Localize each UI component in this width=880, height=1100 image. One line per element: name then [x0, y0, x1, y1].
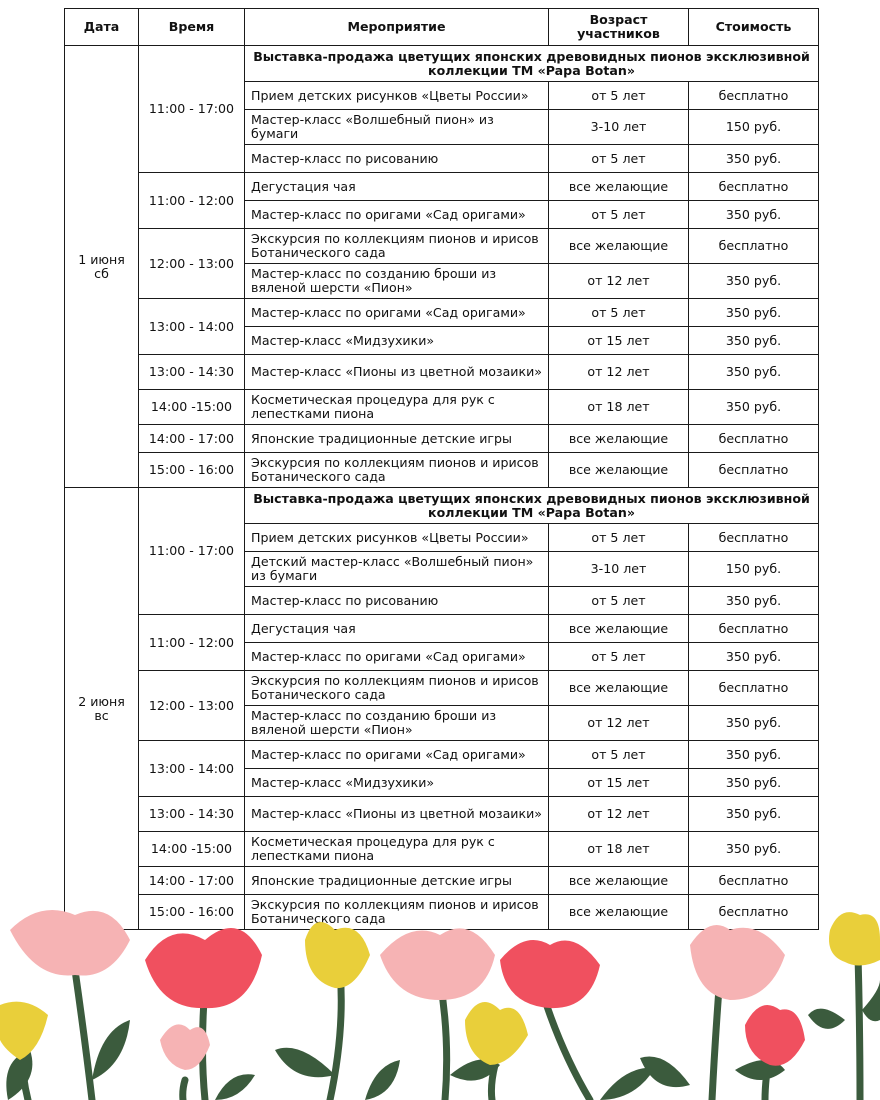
- age-cell: от 15 лет: [549, 769, 689, 797]
- time-cell: 13:00 - 14:30: [139, 797, 245, 832]
- cost-cell: 350 руб.: [689, 832, 819, 867]
- table-row: [65, 832, 819, 867]
- event-title: Мастер-класс по оригами «Сад оригами»: [245, 741, 549, 769]
- age-cell: все желающие: [549, 425, 689, 453]
- event-title: Мастер-класс «Волшебный пион» из бумаги: [245, 110, 549, 145]
- cost-cell: 350 руб.: [689, 706, 819, 741]
- schedule-table: [64, 8, 819, 930]
- schedule-body: [65, 46, 819, 930]
- age-cell: от 18 лет: [549, 390, 689, 425]
- event-title: Мастер-класс «Пионы из цветной мозаики»: [245, 355, 549, 390]
- event-title: Мастер-класс «Пионы из цветной мозаики»: [245, 797, 549, 832]
- age-cell: от 12 лет: [549, 355, 689, 390]
- event-title: Экскурсия по коллекциям пионов и ирисов Ботанического сада: [245, 895, 549, 930]
- age-cell: от 5 лет: [549, 524, 689, 552]
- age-cell: от 18 лет: [549, 832, 689, 867]
- time-cell: 15:00 - 16:00: [139, 453, 245, 488]
- header-cost: Стоимость: [689, 9, 819, 46]
- cost-cell: бесплатно: [689, 229, 819, 264]
- cost-cell: бесплатно: [689, 615, 819, 643]
- event-title: Мастер-класс по рисованию: [245, 587, 549, 615]
- header-row: [65, 9, 819, 46]
- table-row: [65, 453, 819, 488]
- table-row: [65, 867, 819, 895]
- event-title: Мастер-класс по созданию броши из вяленой шерсти «Пион»: [245, 706, 549, 741]
- time-cell: 14:00 - 17:00: [139, 867, 245, 895]
- age-cell: от 5 лет: [549, 741, 689, 769]
- table-row: [65, 425, 819, 453]
- age-cell: от 5 лет: [549, 587, 689, 615]
- age-cell: от 12 лет: [549, 706, 689, 741]
- age-cell: 3-10 лет: [549, 552, 689, 587]
- date-day: 2 июня: [78, 693, 125, 709]
- age-cell: от 15 лет: [549, 327, 689, 355]
- event-title: Косметическая процедура для рук с лепестками пиона: [245, 390, 549, 425]
- table-row: [65, 615, 819, 643]
- event-title: Косметическая процедура для рук с лепестками пиона: [245, 832, 549, 867]
- age-cell: все желающие: [549, 453, 689, 488]
- cost-cell: 150 руб.: [689, 552, 819, 587]
- cost-cell: бесплатно: [689, 82, 819, 110]
- header-age-line1: Возраст: [589, 12, 648, 27]
- event-title: Мастер-класс по оригами «Сад оригами»: [245, 299, 549, 327]
- exhibit-row: [65, 46, 819, 82]
- date-weekday: сб: [94, 265, 109, 281]
- time-cell: 13:00 - 14:30: [139, 355, 245, 390]
- age-cell: 3-10 лет: [549, 110, 689, 145]
- event-title: Мастер-класс по созданию броши из вяленой шерсти «Пион»: [245, 264, 549, 299]
- cost-cell: бесплатно: [689, 671, 819, 706]
- time-cell: 14:00 - 17:00: [139, 425, 245, 453]
- table-row: [65, 299, 819, 327]
- age-cell: все желающие: [549, 229, 689, 264]
- cost-cell: 350 руб.: [689, 390, 819, 425]
- event-title: Экскурсия по коллекциям пионов и ирисов Ботанического сада: [245, 229, 549, 264]
- event-title: Мастер-класс «Мидзухики»: [245, 327, 549, 355]
- cost-cell: 350 руб.: [689, 299, 819, 327]
- cost-cell: бесплатно: [689, 895, 819, 930]
- event-title: Мастер-класс «Мидзухики»: [245, 769, 549, 797]
- time-cell: 11:00 - 12:00: [139, 173, 245, 229]
- time-cell: 12:00 - 13:00: [139, 229, 245, 299]
- table-row: [65, 390, 819, 425]
- cost-cell: 350 руб.: [689, 643, 819, 671]
- header-event: Мероприятие: [245, 9, 549, 46]
- cost-cell: бесплатно: [689, 867, 819, 895]
- event-title: Прием детских рисунков «Цветы России»: [245, 524, 549, 552]
- event-title: Дегустация чая: [245, 615, 549, 643]
- table-row: [65, 671, 819, 706]
- date-day: 1 июня: [78, 251, 125, 267]
- time-cell: 11:00 - 12:00: [139, 615, 245, 671]
- age-cell: все желающие: [549, 867, 689, 895]
- event-title: Мастер-класс по рисованию: [245, 145, 549, 173]
- time-cell: 13:00 - 14:00: [139, 741, 245, 797]
- event-title: Мастер-класс по оригами «Сад оригами»: [245, 201, 549, 229]
- cost-cell: 150 руб.: [689, 110, 819, 145]
- exhibit-row: [65, 488, 819, 524]
- table-row: [65, 355, 819, 390]
- event-title: Экскурсия по коллекциям пионов и ирисов Ботанического сада: [245, 671, 549, 706]
- table-row: [65, 229, 819, 264]
- event-title: Японские традиционные детские игры: [245, 867, 549, 895]
- cost-cell: 350 руб.: [689, 145, 819, 173]
- table-row: [65, 797, 819, 832]
- time-cell: 11:00 - 17:00: [139, 488, 245, 615]
- cost-cell: бесплатно: [689, 453, 819, 488]
- age-cell: от 5 лет: [549, 201, 689, 229]
- header-age-line2: участников: [577, 26, 660, 41]
- age-cell: все желающие: [549, 671, 689, 706]
- cost-cell: 350 руб.: [689, 355, 819, 390]
- date-cell: [65, 46, 139, 488]
- event-title: Мастер-класс по оригами «Сад оригами»: [245, 643, 549, 671]
- cost-cell: бесплатно: [689, 524, 819, 552]
- age-cell: от 5 лет: [549, 82, 689, 110]
- cost-cell: 350 руб.: [689, 769, 819, 797]
- age-cell: от 5 лет: [549, 145, 689, 173]
- age-cell: от 5 лет: [549, 299, 689, 327]
- cost-cell: 350 руб.: [689, 587, 819, 615]
- exhibit-title: Выставка-продажа цветущих японских древовидных пионов эксклюзивной коллекции ТМ «Papa Botan»: [245, 46, 819, 82]
- cost-cell: бесплатно: [689, 173, 819, 201]
- cost-cell: 350 руб.: [689, 797, 819, 832]
- event-title: Дегустация чая: [245, 173, 549, 201]
- age-cell: от 5 лет: [549, 643, 689, 671]
- table-row: [65, 173, 819, 201]
- date-weekday: вс: [94, 707, 109, 723]
- flower-border: [0, 900, 880, 1100]
- cost-cell: бесплатно: [689, 425, 819, 453]
- header-time: Время: [139, 9, 245, 46]
- cost-cell: 350 руб.: [689, 327, 819, 355]
- time-cell: 14:00 -15:00: [139, 390, 245, 425]
- date-cell: [65, 488, 139, 930]
- tulip-flower-decoration: [0, 910, 880, 1100]
- event-title: Детский мастер-класс «Волшебный пион» из бумаги: [245, 552, 549, 587]
- age-cell: от 12 лет: [549, 264, 689, 299]
- header-age: [549, 9, 689, 46]
- time-cell: 12:00 - 13:00: [139, 671, 245, 741]
- time-cell: 13:00 - 14:00: [139, 299, 245, 355]
- event-title: Экскурсия по коллекциям пионов и ирисов Ботанического сада: [245, 453, 549, 488]
- cost-cell: 350 руб.: [689, 741, 819, 769]
- header-date: Дата: [65, 9, 139, 46]
- time-cell: 11:00 - 17:00: [139, 46, 245, 173]
- time-cell: 14:00 -15:00: [139, 832, 245, 867]
- age-cell: все желающие: [549, 173, 689, 201]
- table-row: [65, 741, 819, 769]
- cost-cell: 350 руб.: [689, 264, 819, 299]
- exhibit-title: Выставка-продажа цветущих японских древовидных пионов эксклюзивной коллекции ТМ «Papa Botan»: [245, 488, 819, 524]
- age-cell: все желающие: [549, 895, 689, 930]
- cost-cell: 350 руб.: [689, 201, 819, 229]
- event-title: Японские традиционные детские игры: [245, 425, 549, 453]
- event-title: Прием детских рисунков «Цветы России»: [245, 82, 549, 110]
- age-cell: все желающие: [549, 615, 689, 643]
- time-cell: 15:00 - 16:00: [139, 895, 245, 930]
- age-cell: от 12 лет: [549, 797, 689, 832]
